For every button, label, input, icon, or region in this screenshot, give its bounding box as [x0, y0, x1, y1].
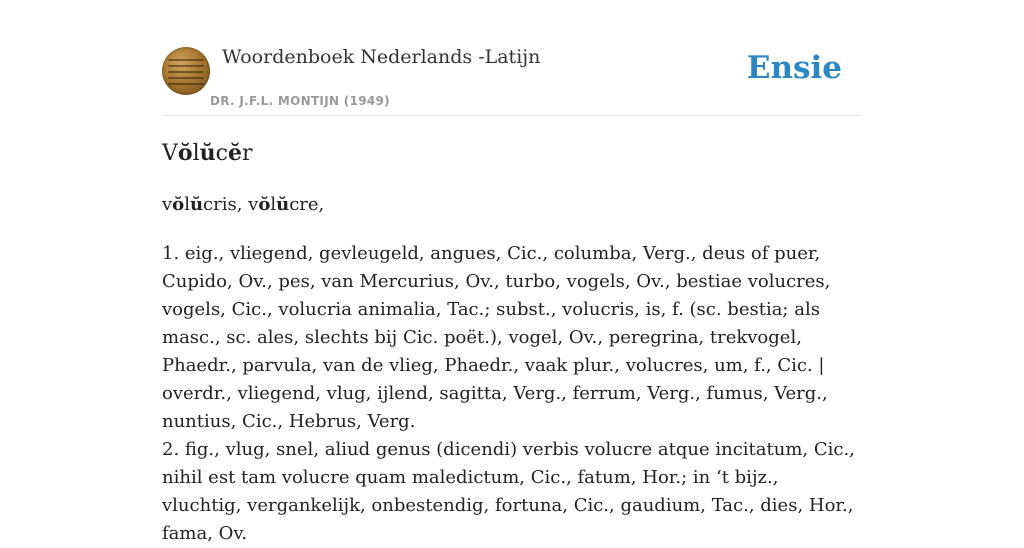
form-part: ŏ: [172, 194, 185, 215]
inflected-forms: [162, 194, 324, 215]
headword-part: ŭ: [199, 140, 216, 166]
form-part: v: [162, 194, 173, 215]
form-part: ŭ: [276, 194, 290, 215]
page-header: [162, 45, 862, 115]
sense-1: 1. eig., vliegend, gevleugeld, angues, Cic., columba, Verg., deus of puer, Cupido, Ov., pes, van Mercurius, Ov., turbo, vogels, Ov., bestiae volucres, vogels, Cic., volucria animalia, Tac.; subst., volucris, is, f. (sc. bestia; als masc., sc. ales, slechts bij Cic. poët.), vogel, Ov., peregrina, trekvogel, Phaedr., parvula, van de vlieg, Phaedr., vaak plur., volucres, um, f., Cic. | overdr., vliegend, vlug, ijlend, sagitta, Verg., ferrum, Verg., fumus, Verg., nuntius, Cic., Hebrus, Verg.: [162, 243, 831, 432]
headword-part: V: [162, 141, 178, 166]
headword-part: ŏ: [177, 140, 193, 166]
form-part: ŏ: [258, 194, 271, 215]
headword-part: ĕ: [227, 140, 242, 166]
form-part: l: [184, 194, 190, 215]
form-part: ŭ: [189, 194, 204, 215]
sense-2: 2. fig., vlug, snel, aliud genus (dicendi) verbis volucre atque incitatum, Cic., nihil est tam volucre quam maledictum, Cic., fatum, Hor.; in ‘t bijz., vluchtig, vergankelijk, onbestendig, fortuna, Cic., gaudium, Tac., dies, Hor., fama, Ov.: [162, 439, 855, 544]
header-divider: [162, 115, 862, 116]
headword-part: l: [192, 141, 200, 166]
author-credit: DR. J.F.L. MONTIJN (1949): [210, 94, 390, 108]
headword-part: r: [241, 141, 253, 166]
headword-part: c: [215, 141, 228, 166]
book-title[interactable]: Woordenboek Nederlands -Latijn: [222, 46, 541, 68]
definition-body: [162, 240, 862, 548]
coin-inscription-icon[interactable]: [162, 47, 210, 95]
brand-logo-link[interactable]: Ensie: [746, 50, 842, 86]
form-part: cris, v: [203, 194, 259, 215]
form-part: l: [270, 194, 277, 215]
form-part: cre,: [289, 194, 325, 215]
headword: [162, 140, 252, 166]
